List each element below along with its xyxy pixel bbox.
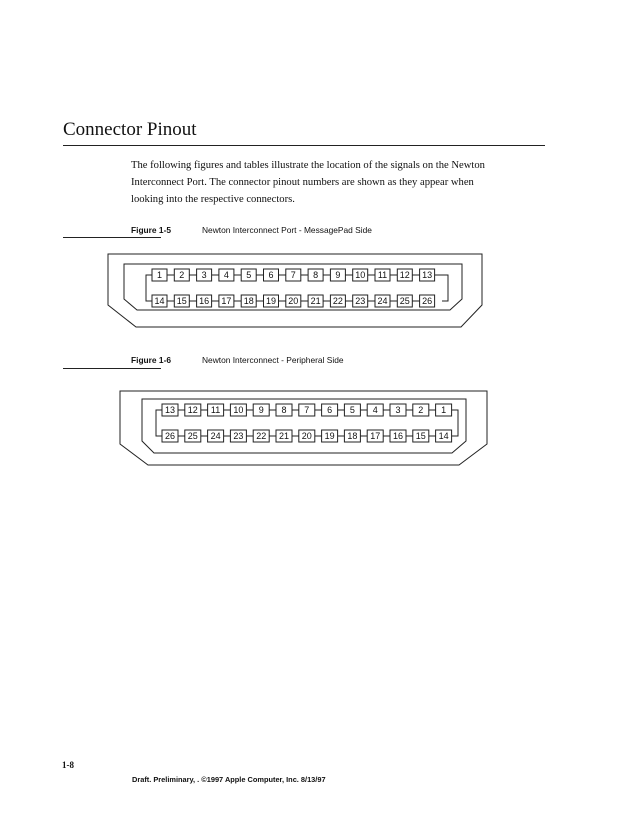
- pin-number: 16: [392, 431, 404, 442]
- pin-number: 8: [281, 405, 287, 416]
- pin-number: 25: [187, 431, 198, 442]
- pin-number: 25: [399, 296, 410, 307]
- figure-number: Figure 1-6: [131, 355, 172, 365]
- pin-number: 11: [377, 270, 388, 281]
- pin-number: 9: [335, 270, 341, 281]
- pin-number: 17: [221, 296, 232, 307]
- pin-number: 21: [310, 296, 321, 307]
- pin-number: 10: [355, 270, 366, 281]
- pin-side-line: [156, 410, 162, 436]
- pin-number: 22: [256, 431, 267, 442]
- pin-number: 5: [349, 405, 355, 416]
- pin-number: 2: [418, 405, 424, 416]
- pin-number: 24: [377, 296, 388, 307]
- pin-number: 4: [223, 270, 229, 281]
- pin-number: 1: [156, 270, 163, 281]
- pin-number: 1: [441, 405, 447, 416]
- connector-outline: [120, 391, 487, 465]
- pin-number: 16: [199, 296, 210, 307]
- pin-number: 24: [210, 431, 221, 442]
- pin-number: 13: [422, 270, 433, 281]
- pin-number: 26: [164, 431, 176, 442]
- pin-number: 19: [324, 431, 335, 442]
- footer-text: Draft. Preliminary, . ©1997 Apple Computer, Inc. 8/13/97: [132, 775, 326, 784]
- pin-number: 15: [415, 431, 426, 442]
- intro-line: The following figures and tables illustrate the location of the signals on the Newton: [131, 160, 485, 171]
- pin-number: 18: [347, 431, 358, 442]
- pin-number: 15: [176, 296, 187, 307]
- pin-number: 12: [187, 405, 198, 416]
- intro-line: looking into the respective connectors.: [131, 194, 295, 205]
- pin-number: 14: [154, 296, 165, 307]
- pin-number: 11: [210, 405, 221, 416]
- intro-line: Interconnect Port. The connector pinout numbers are shown as they appear when: [131, 177, 474, 188]
- pin-number: 18: [243, 296, 254, 307]
- pin-number: 2: [179, 270, 185, 281]
- pin-number: 17: [370, 431, 381, 442]
- figure-caption: Newton Interconnect - Peripheral Side: [202, 355, 344, 365]
- pin-number: 7: [290, 270, 296, 281]
- pin-number: 9: [258, 405, 264, 416]
- pin-number: 4: [372, 405, 378, 416]
- figure-caption: Newton Interconnect Port - MessagePad Side: [202, 225, 372, 235]
- pin-number: 5: [246, 270, 252, 281]
- pin-number: 20: [288, 296, 299, 307]
- pin-number: 3: [201, 270, 207, 281]
- pin-number: 23: [233, 431, 244, 442]
- pin-side-line: [452, 410, 458, 436]
- figure-number: Figure 1-5: [131, 225, 172, 235]
- pin-number: 26: [422, 296, 433, 307]
- page-number: 1-8: [62, 760, 74, 770]
- pin-number: 7: [304, 405, 310, 416]
- pin-number: 21: [278, 431, 290, 442]
- pin-number: 13: [164, 405, 176, 416]
- pin-number: 14: [438, 431, 449, 442]
- section-title: Connector Pinout: [63, 119, 197, 140]
- pin-number: 20: [301, 431, 312, 442]
- pin-number: 23: [355, 296, 366, 307]
- pin-number: 19: [265, 296, 277, 307]
- pin-number: 8: [313, 270, 319, 281]
- pin-number: 3: [395, 405, 401, 416]
- pin-number: 12: [399, 270, 410, 281]
- pin-number: 10: [233, 405, 244, 416]
- pin-number: 6: [327, 405, 333, 416]
- pin-number: 22: [332, 296, 343, 307]
- pin-number: 6: [268, 270, 274, 281]
